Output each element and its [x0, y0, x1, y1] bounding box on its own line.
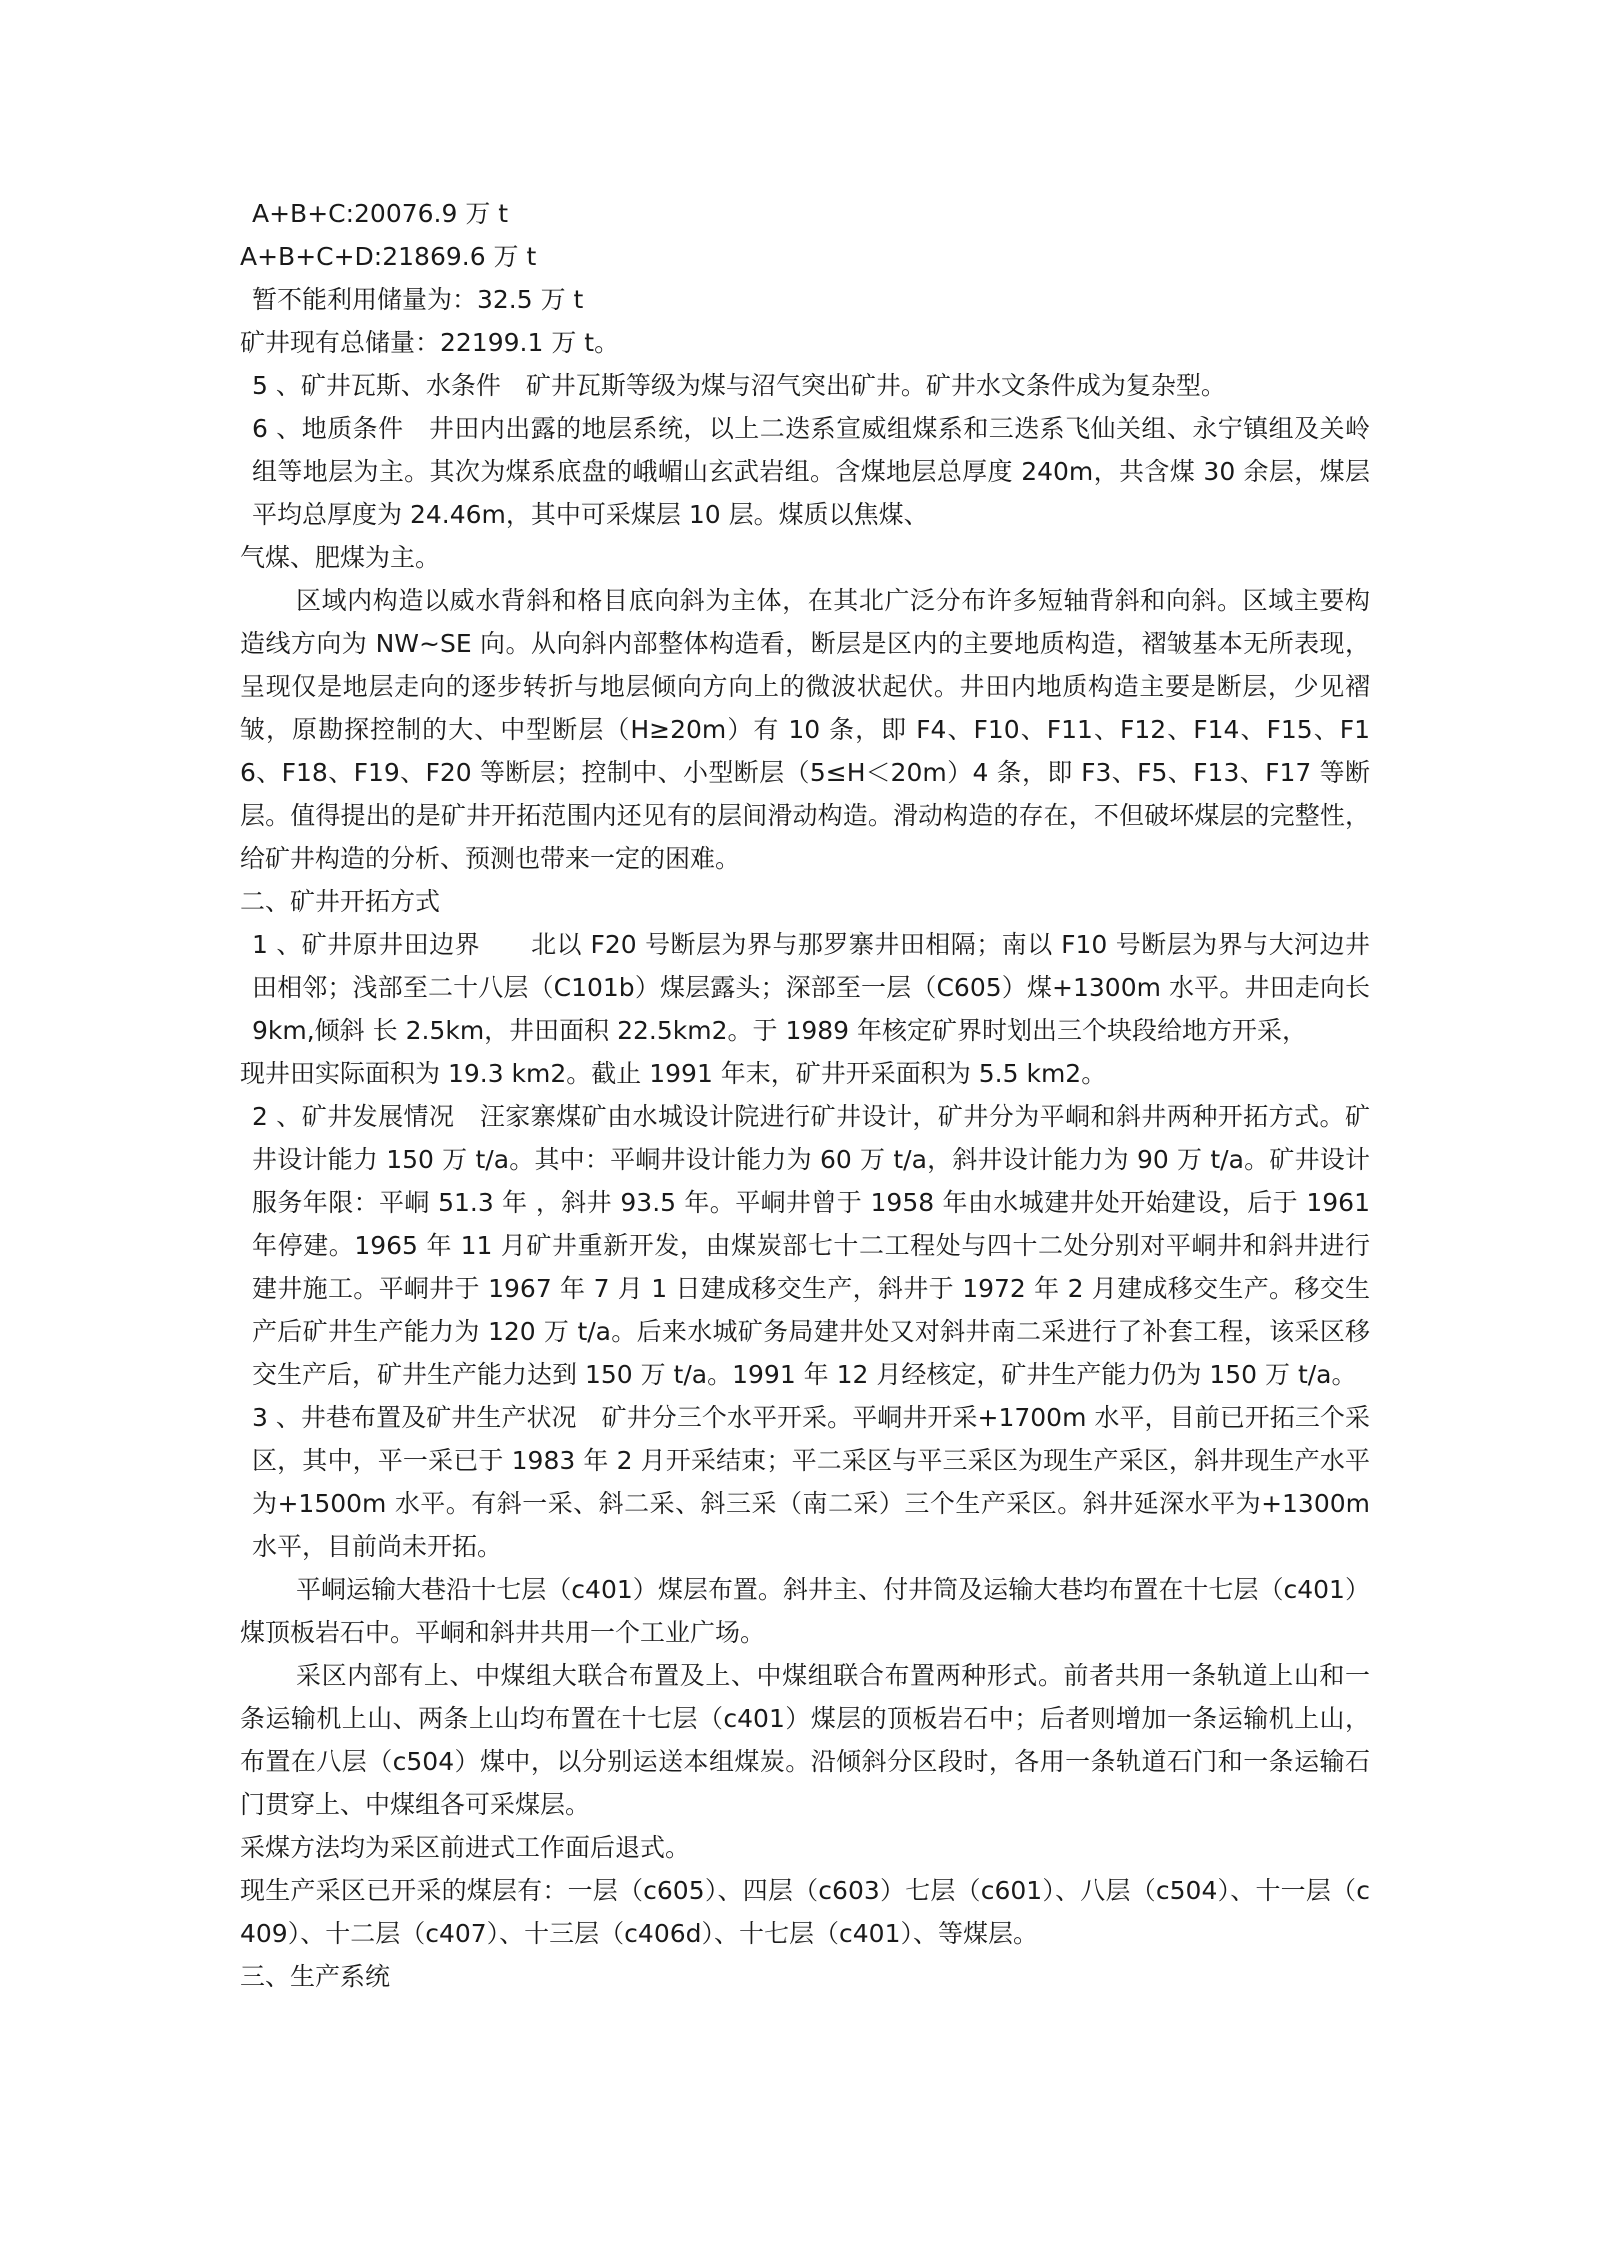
- paragraph: 现井田实际面积为 19.3 km2。截止 1991 年末，矿井开采面积为 5.5 km2。: [240, 1059, 1107, 1088]
- paragraph: 二、矿井开拓方式: [240, 887, 441, 916]
- paragraph: 暂不能利用储量为：32.5 万 t: [252, 285, 584, 314]
- paragraph: 5 、矿井瓦斯、水条件 矿井瓦斯等级为煤与沼气突出矿井。矿井水文条件成为复杂型。: [252, 371, 1226, 400]
- paragraph: 气煤、肥煤为主。: [240, 543, 441, 572]
- paragraph: 现生产采区已开采的煤层有：一层（c605）、四层（c603）七层（c601）、八层（c504）、十一层（c409）、十二层（c407）、十三层（c406d）、十七层（c401）、等煤层。: [240, 1876, 1370, 1948]
- paragraph: 1 、矿井原井田边界 北以 F20 号断层为界与那罗寨井田相隔；南以 F10 号断层为界与大河边井田相邻；浅部至二十八层（C101b）煤层露头；深部至一层（C605）煤+1300m 水平。井田走向长 9km,倾斜 长 2.5km，井田面积 22.5km2。于 1989 年核定矿界时划出三个块段给地方开采，: [252, 930, 1370, 1045]
- paragraph: 矿井现有总储量：22199.1 万 t。: [240, 328, 620, 357]
- paragraph: 平峒运输大巷沿十七层（c401）煤层布置。斜井主、付井筒及运输大巷均布置在十七层（c401）煤顶板岩石中。平峒和斜井共用一个工业广场。: [240, 1575, 1370, 1647]
- paragraph: A+B+C:20076.9 万 t: [252, 199, 509, 228]
- paragraph: 3 、井巷布置及矿井生产状况 矿井分三个水平开采。平峒井开采+1700m 水平，目前已开拓三个采区，其中，平一采已于 1983 年 2 月开采结束；平二采区与平三采区为现生产采区，斜井现生产水平为+1500m 水平。有斜一采、斜二采、斜三采（南二采）三个生产采区。斜井延深水平为+1300m 水平，目前尚未开拓。: [252, 1403, 1370, 1561]
- paragraph: 采区内部有上、中煤组大联合布置及上、中煤组联合布置两种形式。前者共用一条轨道上山和一条运输机上山、两条上山均布置在十七层（c401）煤层的顶板岩石中；后者则增加一条运输机上山，布置在八层（c504）煤中，以分别运送本组煤炭。沿倾斜分区段时，各用一条轨道石门和一条运输石门贯穿上、中煤组各可采煤层。: [240, 1661, 1370, 1819]
- paragraph: 2 、矿井发展情况 汪家寨煤矿由水城设计院进行矿井设计，矿井分为平峒和斜井两种开拓方式。矿井设计能力 150 万 t/a。其中：平峒井设计能力为 60 万 t/a，斜井设计能力为 90 万 t/a。矿井设计服务年限：平峒 51.3 年 ，斜井 93.5 年。平峒井曾于 1958 年由水城建井处开始建设，后于 1961 年停建。1965 年 11 月矿井重新开发，由煤炭部七十二工程处与四十二处分别对平峒井和斜井进行建井施工。平峒井于 1967 年 7 月 1 日建成移交生产，斜井于 1972 年 2 月建成移交生产。移交生产后矿井生产能力为 120 万 t/a。后来水城矿务局建井处又对斜井南二采进行了补套工程，该采区移交生产后，矿井生产能力达到 150 万 t/a。1991 年 12 月经核定，矿井生产能力仍为 150 万 t/a。: [252, 1102, 1370, 1389]
- paragraph: A+B+C+D:21869.6 万 t: [240, 242, 537, 271]
- paragraph: 三、生产系统: [240, 1962, 391, 1991]
- document-body: [240, 192, 1370, 1998]
- paragraph: 区域内构造以威水背斜和格目底向斜为主体，在其北广泛分布许多短轴背斜和向斜。区域主要构造线方向为 NW~SE 向。从向斜内部整体构造看，断层是区内的主要地质构造，褶皱基本无所表现，呈现仅是地层走向的逐步转折与地层倾向方向上的微波状起伏。井田内地质构造主要是断层，少见褶皱，原勘探控制的大、中型断层（H≥20m）有 10 条，即 F4、F10、F11、F12、F14、F15、F16、F18、F19、F20 等断层；控制中、小型断层（5≤H＜20m）4 条，即 F3、F5、F13、F17 等断层。值得提出的是矿井开拓范围内还见有的层间滑动构造。滑动构造的存在，不但破坏煤层的完整性，给矿井构造的分析、预测也带来一定的困难。: [240, 586, 1370, 873]
- paragraph: 采煤方法均为采区前进式工作面后退式。: [240, 1833, 691, 1862]
- paragraph: 6 、地质条件 井田内出露的地层系统，以上二迭系宣威组煤系和三迭系飞仙关组、永宁镇组及关岭组等地层为主。其次为煤系底盘的峨嵋山玄武岩组。含煤地层总厚度 240m，共含煤 30 余层，煤层平均总厚度为 24.46m，其中可采煤层 10 层。煤质以焦煤、: [252, 414, 1370, 529]
